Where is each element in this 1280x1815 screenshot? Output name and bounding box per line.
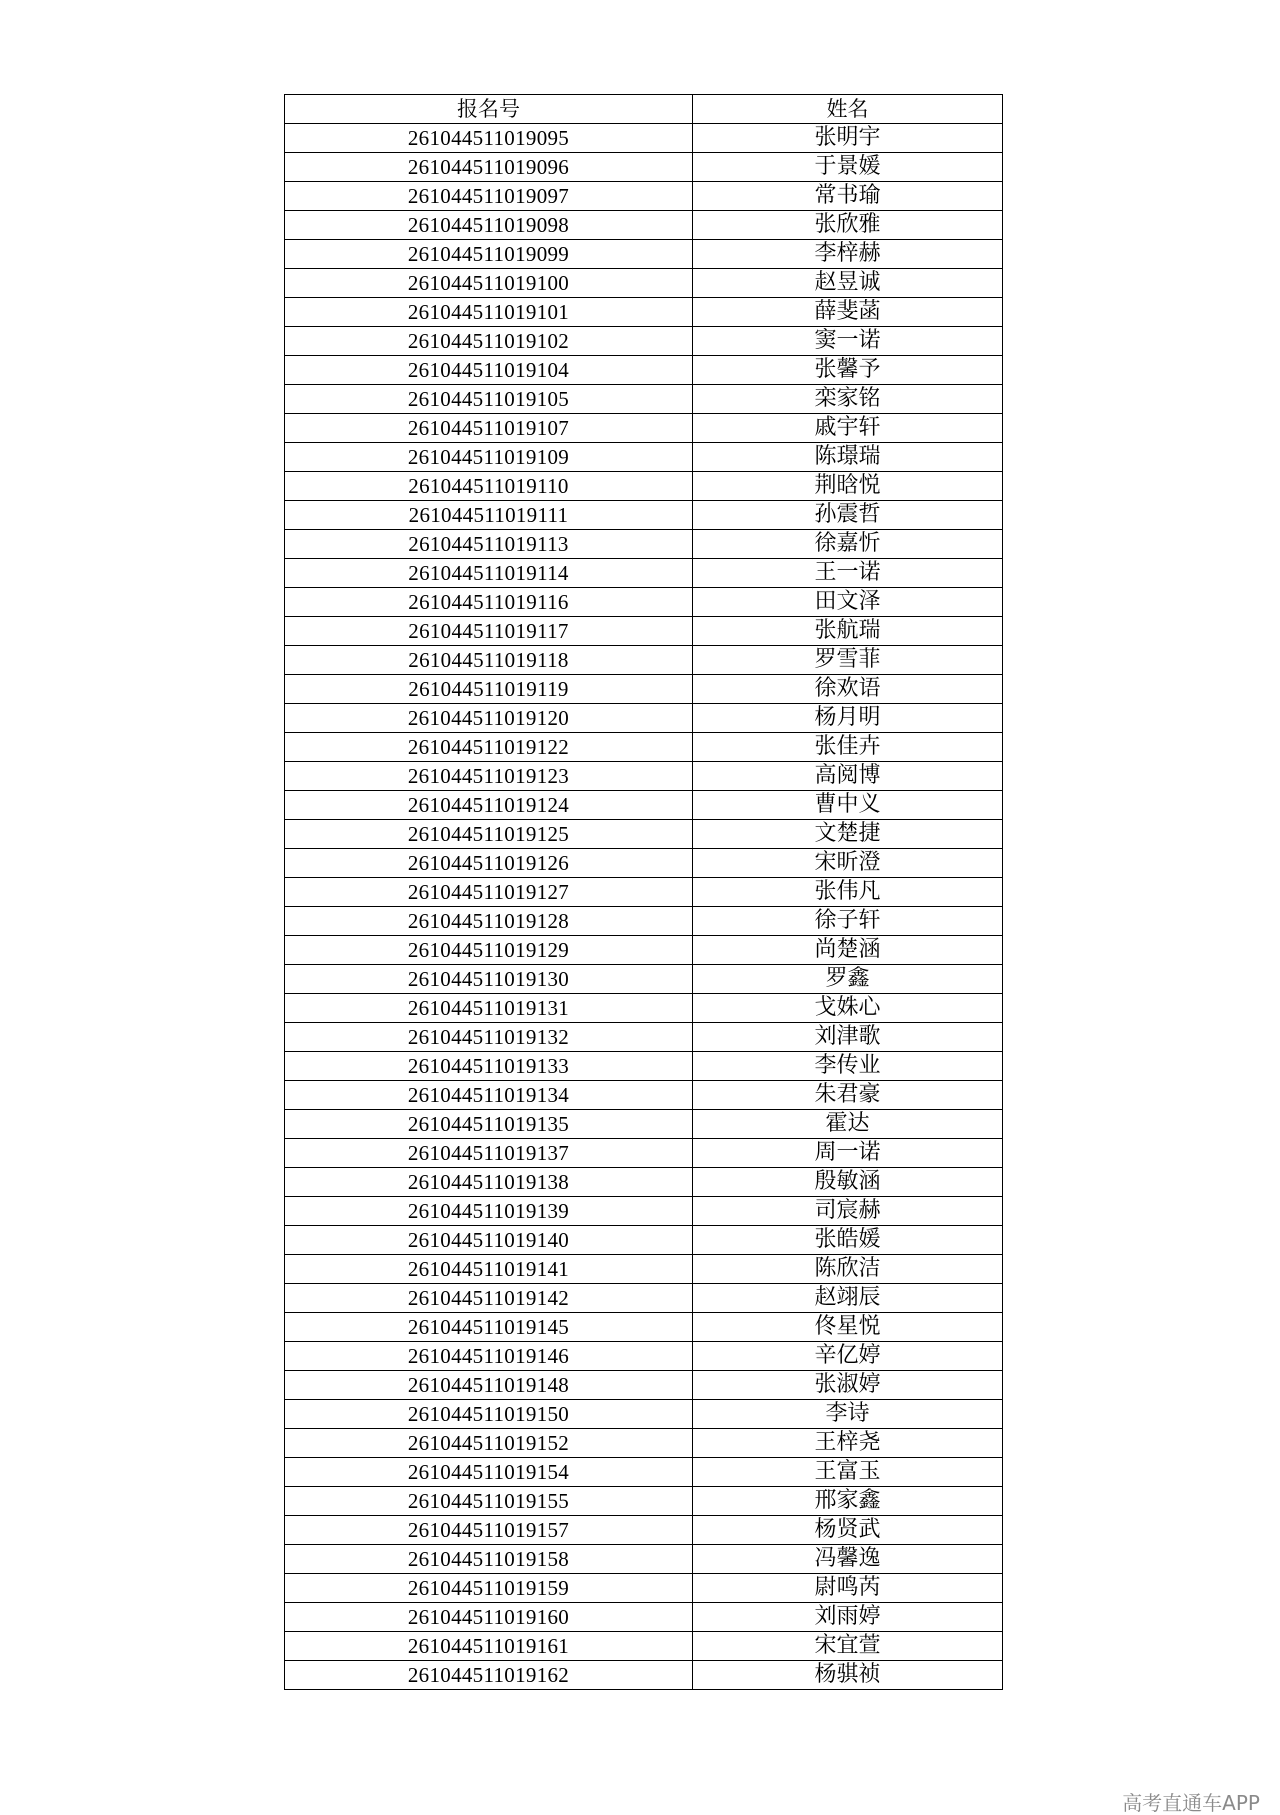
- registration-number-cell: 261044511019132: [285, 1023, 693, 1052]
- registration-number-cell: 261044511019110: [285, 472, 693, 501]
- registration-number-cell: 261044511019114: [285, 559, 693, 588]
- registration-number-cell: 261044511019123: [285, 762, 693, 791]
- student-name-cell: 杨贤武: [693, 1516, 1003, 1545]
- table-row: [285, 1226, 1003, 1255]
- student-name-cell: 殷敏涵: [693, 1168, 1003, 1197]
- student-name-cell: 窦一诺: [693, 327, 1003, 356]
- table-row: [285, 385, 1003, 414]
- registration-number-cell: 261044511019100: [285, 269, 693, 298]
- student-name-cell: 宋昕澄: [693, 849, 1003, 878]
- registration-number-cell: 261044511019162: [285, 1661, 693, 1690]
- table-row: [285, 704, 1003, 733]
- registration-number-cell: 261044511019138: [285, 1168, 693, 1197]
- registration-number-cell: 261044511019140: [285, 1226, 693, 1255]
- roster-table-header: [285, 95, 1003, 124]
- table-row: [285, 356, 1003, 385]
- table-row: [285, 994, 1003, 1023]
- table-row: [285, 124, 1003, 153]
- registration-number-cell: 261044511019119: [285, 675, 693, 704]
- table-row: [285, 530, 1003, 559]
- registration-number-cell: 261044511019160: [285, 1603, 693, 1632]
- student-name-cell: 张伟凡: [693, 878, 1003, 907]
- roster-table-body: [285, 124, 1003, 1690]
- table-row: [285, 1081, 1003, 1110]
- registration-number-cell: 261044511019107: [285, 414, 693, 443]
- table-row: [285, 1371, 1003, 1400]
- student-name-cell: 戈姝心: [693, 994, 1003, 1023]
- registration-number-cell: 261044511019128: [285, 907, 693, 936]
- table-row: [285, 1197, 1003, 1226]
- table-row: [285, 182, 1003, 211]
- table-row: [285, 211, 1003, 240]
- student-name-cell: 霍达: [693, 1110, 1003, 1139]
- table-row: [285, 588, 1003, 617]
- student-name-cell: 张欣雅: [693, 211, 1003, 240]
- registration-number-cell: 261044511019109: [285, 443, 693, 472]
- table-row: [285, 1487, 1003, 1516]
- table-row: [285, 646, 1003, 675]
- registration-number-cell: 261044511019097: [285, 182, 693, 211]
- registration-number-cell: 261044511019120: [285, 704, 693, 733]
- registration-number-cell: 261044511019135: [285, 1110, 693, 1139]
- student-name-cell: 张明宇: [693, 124, 1003, 153]
- registration-number-cell: 261044511019098: [285, 211, 693, 240]
- registration-number-cell: 261044511019155: [285, 1487, 693, 1516]
- student-name-cell: 王一诺: [693, 559, 1003, 588]
- student-name-cell: 栾家铭: [693, 385, 1003, 414]
- student-name-cell: 于景媛: [693, 153, 1003, 182]
- table-row: [285, 501, 1003, 530]
- table-row: [285, 240, 1003, 269]
- registration-number-cell: 261044511019126: [285, 849, 693, 878]
- registration-number-cell: 261044511019129: [285, 936, 693, 965]
- student-name-cell: 朱君豪: [693, 1081, 1003, 1110]
- table-row: [285, 414, 1003, 443]
- registration-number-cell: 261044511019101: [285, 298, 693, 327]
- table-row: [285, 327, 1003, 356]
- registration-number-cell: 261044511019099: [285, 240, 693, 269]
- table-row: [285, 762, 1003, 791]
- table-row: [285, 153, 1003, 182]
- student-name-cell: 张皓媛: [693, 1226, 1003, 1255]
- table-row: [285, 1168, 1003, 1197]
- registration-number-cell: 261044511019145: [285, 1313, 693, 1342]
- table-row: [285, 443, 1003, 472]
- table-row: [285, 1516, 1003, 1545]
- student-name-cell: 徐子轩: [693, 907, 1003, 936]
- table-row: [285, 849, 1003, 878]
- table-row: [285, 617, 1003, 646]
- table-row: [285, 1400, 1003, 1429]
- registration-number-cell: 261044511019133: [285, 1052, 693, 1081]
- registration-number-cell: 261044511019122: [285, 733, 693, 762]
- registration-number-cell: 261044511019105: [285, 385, 693, 414]
- registration-number-cell: 261044511019141: [285, 1255, 693, 1284]
- header-name: 姓名: [693, 95, 1003, 124]
- registration-number-cell: 261044511019127: [285, 878, 693, 907]
- registration-number-cell: 261044511019146: [285, 1342, 693, 1371]
- table-row: [285, 1458, 1003, 1487]
- registration-number-cell: 261044511019095: [285, 124, 693, 153]
- student-name-cell: 高阅博: [693, 762, 1003, 791]
- student-name-cell: 戚宇轩: [693, 414, 1003, 443]
- student-name-cell: 赵昱诚: [693, 269, 1003, 298]
- table-row: [285, 733, 1003, 762]
- student-name-cell: 罗雪菲: [693, 646, 1003, 675]
- student-name-cell: 宋宜萱: [693, 1632, 1003, 1661]
- registration-number-cell: 261044511019116: [285, 588, 693, 617]
- table-row: [285, 1632, 1003, 1661]
- student-name-cell: 薛斐菡: [693, 298, 1003, 327]
- table-row: [285, 1429, 1003, 1458]
- student-name-cell: 杨骐祯: [693, 1661, 1003, 1690]
- table-row: [285, 1342, 1003, 1371]
- table-row: [285, 1284, 1003, 1313]
- registration-number-cell: 261044511019142: [285, 1284, 693, 1313]
- table-row: [285, 1110, 1003, 1139]
- registration-number-cell: 261044511019157: [285, 1516, 693, 1545]
- student-name-cell: 罗鑫: [693, 965, 1003, 994]
- student-name-cell: 徐欢语: [693, 675, 1003, 704]
- registration-number-cell: 261044511019154: [285, 1458, 693, 1487]
- registration-number-cell: 261044511019131: [285, 994, 693, 1023]
- registration-number-cell: 261044511019118: [285, 646, 693, 675]
- registration-number-cell: 261044511019096: [285, 153, 693, 182]
- table-row: [285, 907, 1003, 936]
- student-name-cell: 李传业: [693, 1052, 1003, 1081]
- student-name-cell: 李梓赫: [693, 240, 1003, 269]
- student-name-cell: 李诗: [693, 1400, 1003, 1429]
- table-row: [285, 472, 1003, 501]
- student-name-cell: 张航瑞: [693, 617, 1003, 646]
- student-name-cell: 王富玉: [693, 1458, 1003, 1487]
- header-row: [285, 95, 1003, 124]
- student-name-cell: 周一诺: [693, 1139, 1003, 1168]
- registration-number-cell: 261044511019158: [285, 1545, 693, 1574]
- registration-number-cell: 261044511019124: [285, 791, 693, 820]
- student-name-cell: 孙震哲: [693, 501, 1003, 530]
- table-row: [285, 269, 1003, 298]
- watermark-text: 高考直通车APP: [1122, 1791, 1260, 1815]
- table-row: [285, 936, 1003, 965]
- registration-number-cell: 261044511019134: [285, 1081, 693, 1110]
- student-name-cell: 陈欣洁: [693, 1255, 1003, 1284]
- student-name-cell: 张淑婷: [693, 1371, 1003, 1400]
- student-name-cell: 佟星悦: [693, 1313, 1003, 1342]
- student-name-cell: 杨月明: [693, 704, 1003, 733]
- table-row: [285, 878, 1003, 907]
- student-name-cell: 辛亿婷: [693, 1342, 1003, 1371]
- table-row: [285, 559, 1003, 588]
- registration-number-cell: 261044511019139: [285, 1197, 693, 1226]
- registration-number-cell: 261044511019111: [285, 501, 693, 530]
- student-name-cell: 赵翊辰: [693, 1284, 1003, 1313]
- student-name-cell: 徐嘉忻: [693, 530, 1003, 559]
- registration-number-cell: 261044511019130: [285, 965, 693, 994]
- table-row: [285, 1574, 1003, 1603]
- student-name-cell: 王梓尧: [693, 1429, 1003, 1458]
- student-name-cell: 张佳卉: [693, 733, 1003, 762]
- student-name-cell: 陈璟瑞: [693, 443, 1003, 472]
- student-name-cell: 曹中义: [693, 791, 1003, 820]
- registration-number-cell: 261044511019102: [285, 327, 693, 356]
- table-row: [285, 1255, 1003, 1284]
- student-name-cell: 田文泽: [693, 588, 1003, 617]
- table-row: [285, 791, 1003, 820]
- registration-number-cell: 261044511019117: [285, 617, 693, 646]
- student-name-cell: 文楚捷: [693, 820, 1003, 849]
- table-row: [285, 820, 1003, 849]
- registration-number-cell: 261044511019150: [285, 1400, 693, 1429]
- registration-number-cell: 261044511019161: [285, 1632, 693, 1661]
- student-name-cell: 荆晗悦: [693, 472, 1003, 501]
- registration-number-cell: 261044511019137: [285, 1139, 693, 1168]
- roster-table: [284, 94, 1003, 1690]
- student-name-cell: 冯馨逸: [693, 1545, 1003, 1574]
- table-row: [285, 1545, 1003, 1574]
- student-name-cell: 张馨予: [693, 356, 1003, 385]
- table-row: [285, 1603, 1003, 1632]
- table-row: [285, 1139, 1003, 1168]
- registration-number-cell: 261044511019152: [285, 1429, 693, 1458]
- header-registration-number: 报名号: [285, 95, 693, 124]
- student-name-cell: 刘津歌: [693, 1023, 1003, 1052]
- registration-number-cell: 261044511019113: [285, 530, 693, 559]
- table-row: [285, 965, 1003, 994]
- student-name-cell: 常书瑜: [693, 182, 1003, 211]
- student-name-cell: 尚楚涵: [693, 936, 1003, 965]
- registration-number-cell: 261044511019104: [285, 356, 693, 385]
- table-row: [285, 1052, 1003, 1081]
- registration-number-cell: 261044511019159: [285, 1574, 693, 1603]
- table-row: [285, 298, 1003, 327]
- table-row: [285, 1023, 1003, 1052]
- student-name-cell: 司宸赫: [693, 1197, 1003, 1226]
- student-name-cell: 邢家鑫: [693, 1487, 1003, 1516]
- student-name-cell: 尉鸣芮: [693, 1574, 1003, 1603]
- registration-number-cell: 261044511019125: [285, 820, 693, 849]
- student-name-cell: 刘雨婷: [693, 1603, 1003, 1632]
- table-row: [285, 1313, 1003, 1342]
- registration-number-cell: 261044511019148: [285, 1371, 693, 1400]
- table-row: [285, 675, 1003, 704]
- table-row: [285, 1661, 1003, 1690]
